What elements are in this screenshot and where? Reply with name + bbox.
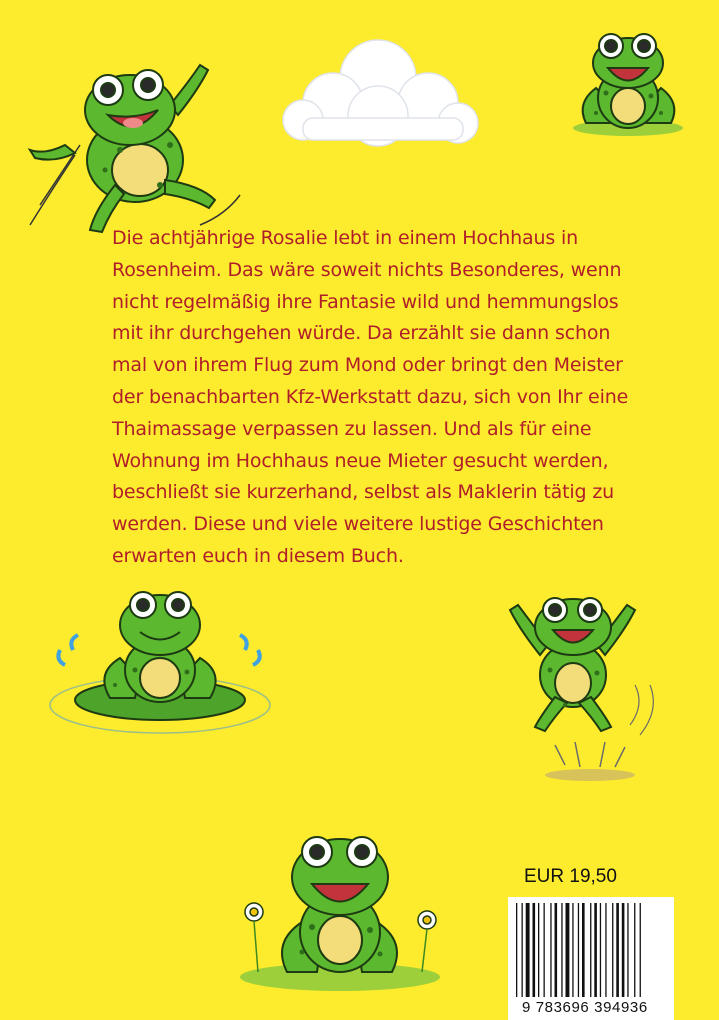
blurb-line: Thaimassage verpassen zu lassen. Und als für eine — [112, 417, 592, 440]
leaping-frog-icon — [495, 585, 665, 785]
sitting-frog-icon — [566, 18, 691, 138]
barcode-bars — [508, 897, 674, 997]
price-label: EUR 19,50 — [524, 866, 617, 887]
isbn-digits: 9 783696 394936 — [522, 999, 648, 1016]
lily-pad-frog-icon — [45, 580, 275, 740]
meadow-frog-icon — [232, 822, 447, 992]
blurb-line: mit ihr durchgehen würde. Da erzählt sie dann schon — [112, 322, 611, 345]
barcode — [508, 897, 674, 1020]
blurb-text — [112, 223, 632, 573]
blurb-line: nicht regelmäßig ihre Fantasie wild und hemmungslos — [112, 290, 619, 313]
blurb-line: werden. Diese und viele weitere lustige Geschichten — [112, 513, 604, 536]
cloud-icon — [278, 38, 483, 153]
blurb-line: der benachbarten Kfz-Werkstatt dazu, sich von Ihr eine — [112, 385, 629, 408]
blurb-line: beschließt sie kurzerhand, selbst als Maklerin tätig zu — [112, 481, 615, 504]
blurb-line: Die achtjährige Rosalie lebt in einem Hochhaus in — [112, 227, 579, 249]
blurb-line: Rosenheim. Das wäre soweit nichts Besonderes, wenn — [112, 258, 622, 281]
blurb-line: Wohnung im Hochhaus neue Mieter gesucht werden, — [112, 449, 609, 472]
blurb-line: mal von ihrem Flug zum Mond oder bringt den Meister — [112, 354, 623, 377]
blurb-line: erwarten euch in diesem Buch. — [112, 544, 404, 567]
